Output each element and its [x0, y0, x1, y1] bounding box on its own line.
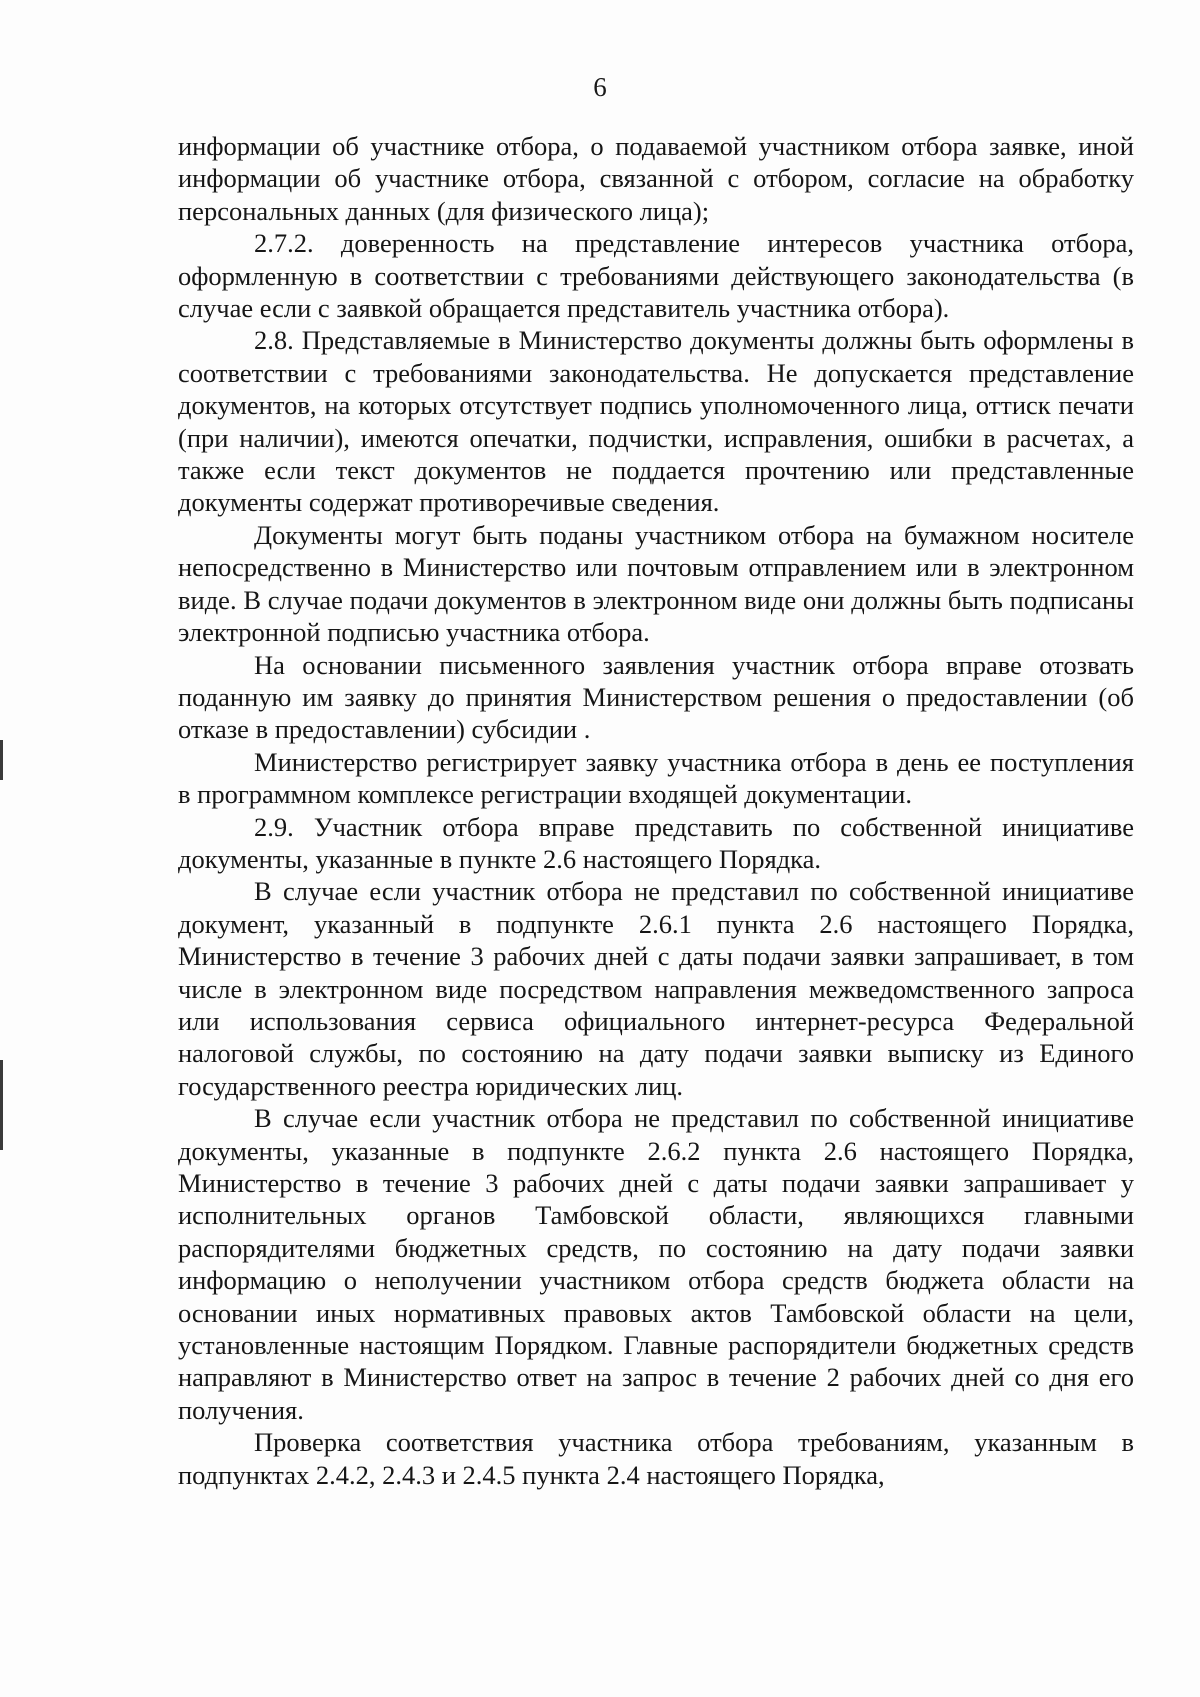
scan-edge-mark: [0, 1060, 3, 1150]
paragraph-egrul-request: В случае если участник отбора не представил по собственной инициативе документ, указанный в подпункте 2.6.1 пункта 2.6 настоящего Порядка, Министерство в течение 3 рабочих дней с даты подачи заявки запрашивает, в том числе в электронном виде посредством направления межведомственного запроса или использования сервиса официального интернет-ресурса Федеральной налоговой службы, по состоянию на дату подачи заявки выписку из Единого государственного реестра юридических лиц.: [178, 876, 1134, 1101]
scan-edge-mark: [0, 740, 3, 780]
paragraph-submission-methods: Документы могут быть поданы участником отбора на бумажном носителе непосредственно в Министерство или почтовым отправлением или в электронном виде. В случае подачи документов в электронном виде они должны быть подписаны электронной подписью участника отбора.: [178, 519, 1134, 648]
paragraph-registration: Министерство регистрирует заявку участника отбора в день ее поступления в программном комплексе регистрации входящей документации.: [178, 746, 1134, 810]
page-number: 6: [593, 72, 607, 102]
paragraph-withdrawal: На основании письменного заявления участник отбора вправе отозвать поданную им заявку до принятия Министерством решения о предоставлении (об отказе в предоставлении) субсидии .: [178, 649, 1134, 745]
document-body: [178, 130, 1134, 1491]
paragraph-2-8: 2.8. Представляемые в Министерство документы должны быть оформлены в соответствии с требованиями законодательства. Не допускается представление документов, на которых отсутствует подпись уполномоченного лица, оттиск печати (при наличии), имеются опечатки, подчистки, исправления, ошибки в расчетах, а также если текст документов не поддается прочтению или представленные документы содержат противоречивые сведения.: [178, 325, 1134, 518]
paragraph-2-9: 2.9. Участник отбора вправе представить по собственной инициативе документы, указанные в пункте 2.6 настоящего Порядка.: [178, 811, 1134, 874]
paragraph-continuation: информации об участнике отбора, о подаваемой участником отбора заявке, иной информации об участнике отбора, связанной с отбором, согласие на обработку персональных данных (для физического лица);: [178, 131, 1134, 226]
paragraph-compliance-check: Проверка соответствия участника отбора требованиям, указанным в подпунктах 2.4.2, 2.4.3 и 2.4.5 пункта 2.4 настоящего Порядка,: [178, 1427, 1134, 1490]
paragraph-budget-request: В случае если участник отбора не представил по собственной инициативе документы, указанные в подпункте 2.6.2 пункта 2.6 настоящего Порядка, Министерство в течение 3 рабочих дней с даты подачи заявки запрашивает у исполнительных органов Тамбовской области, являющихся главными распорядителями бюджетных средств, по состоянию на дату подачи заявки информацию о неполучении участником отбора средств бюджета области на основании иных нормативных правовых актов Тамбовской области на цели, установленные настоящим Порядком. Главные распорядители бюджетных средств направляют в Министерство ответ на запрос в течение 2 рабочих дней со дня его получения.: [178, 1103, 1134, 1425]
paragraph-2-7-2: 2.7.2. доверенность на представление интересов участника отбора, оформленную в соответствии с требованиями действующего законодательства (в случае если с заявкой обращается представитель участника отбора).: [178, 228, 1134, 324]
